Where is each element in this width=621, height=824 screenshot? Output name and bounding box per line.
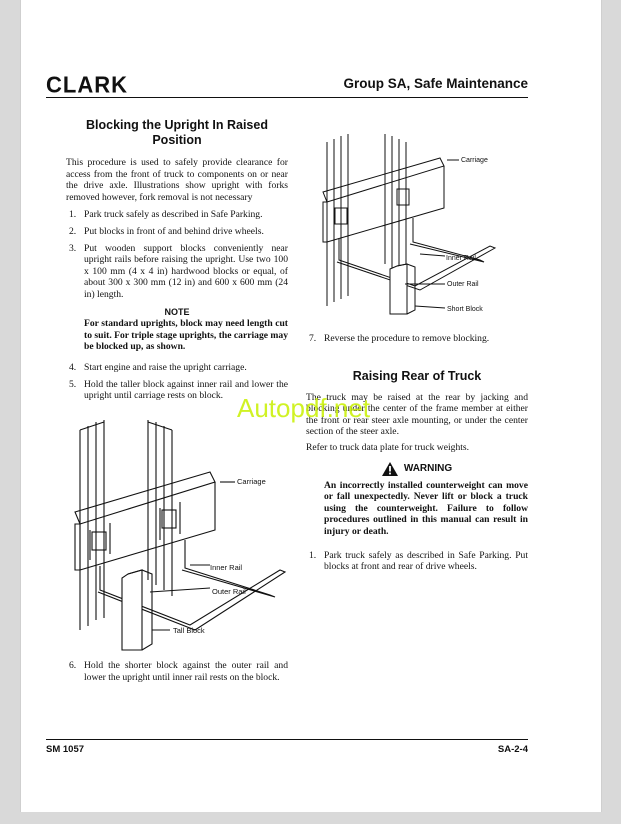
steps-list-5 [306,550,528,573]
header-rule [46,97,528,98]
label-carriage: Carriage [237,477,266,486]
list-item: 7. Reverse the procedure to remove blocking. [309,333,490,344]
left-column-bottom [66,660,288,683]
warning-header [306,462,528,476]
upright-short-block-illustration [315,134,515,324]
footer-manual-number: SM 1057 [46,744,85,755]
raising-paragraph: The truck may be raised at the rear by jacking and blocking under the center of the frame member at either the front or rear steer axle mounting, or under the center section of the steer axle. [306,391,528,438]
warning-title: WARNING [403,462,453,474]
section-heading-raising: Raising Rear of Truck [352,368,482,383]
list-item: 4. Start engine and raise the upright carriage. [69,361,247,373]
right-column [306,333,528,573]
note-text: For standard uprights, block may need length cut to suit. For triple stage uprights, the carriage may be blocked up, as shown. [84,318,288,353]
watermark: Autopdf.net [237,393,370,423]
list-item: 1. Park truck safely as described in Safe Parking. Put blocks at front and rear of drive wheels. [309,549,528,573]
warning-text: An incorrectly installed counterweight can move or fall unexpectedly. Never lift or block a truck using the counterweight. Failure to follow procedures outlined in this manual can result in injury or death. [324,479,528,537]
footer-rule [46,739,528,740]
warning-triangle-icon [382,462,398,476]
weights-paragraph: Refer to truck data plate for truck weights. [306,441,470,453]
footer-page-number: SA-2-4 [497,744,528,755]
note-title: NOTE [164,306,190,317]
label-outer-rail: Outer Rail [447,281,479,288]
label-tall-block: Tall Block [173,626,205,635]
list-item: 5. Hold the taller block against inner rail and lower the upright until carriage rests on block. [69,378,288,402]
intro-paragraph: This procedure is used to safely provide clearance for access from the front of truck to components on or near the drive axle. Illustrations show upright with forks removed however, fork removal is not necessary [66,157,288,203]
list-item: 2. Put blocks in front of and behind drive wheels. [69,225,264,237]
label-short-block: Short Block [447,306,483,313]
section-heading-blocking: Blocking the Upright In Raised Position [86,118,268,147]
left-column [66,118,288,402]
steps-list-4 [306,333,528,345]
steps-list-1 [66,209,288,300]
steps-list-3 [66,660,288,683]
upright-tall-block-illustration [70,420,310,652]
list-item: 1. Park truck safely as described in Safe Parking. [69,209,263,221]
list-item: 6. Hold the shorter block against the outer rail and lower the upright until inner rail rests on the block. [69,660,288,683]
group-title: Group SA, Safe Maintenance [343,76,528,91]
label-outer-rail: Outer Rail [212,587,246,596]
clark-logo: CLARK [46,71,128,98]
list-item: 3. Put wooden support blocks conveniently near upright rails before raising the upright. Use two 100 x 100 mm (4 x 4 in) hardwood blocks or equal, of about 300 x 300 mm (12 in) and 600 x 600 mm (24 in) length. [69,242,288,300]
label-inner-rail: Inner Rail [446,255,476,262]
label-inner-rail: Inner Rail [210,563,243,572]
label-carriage: Carriage [461,157,488,164]
